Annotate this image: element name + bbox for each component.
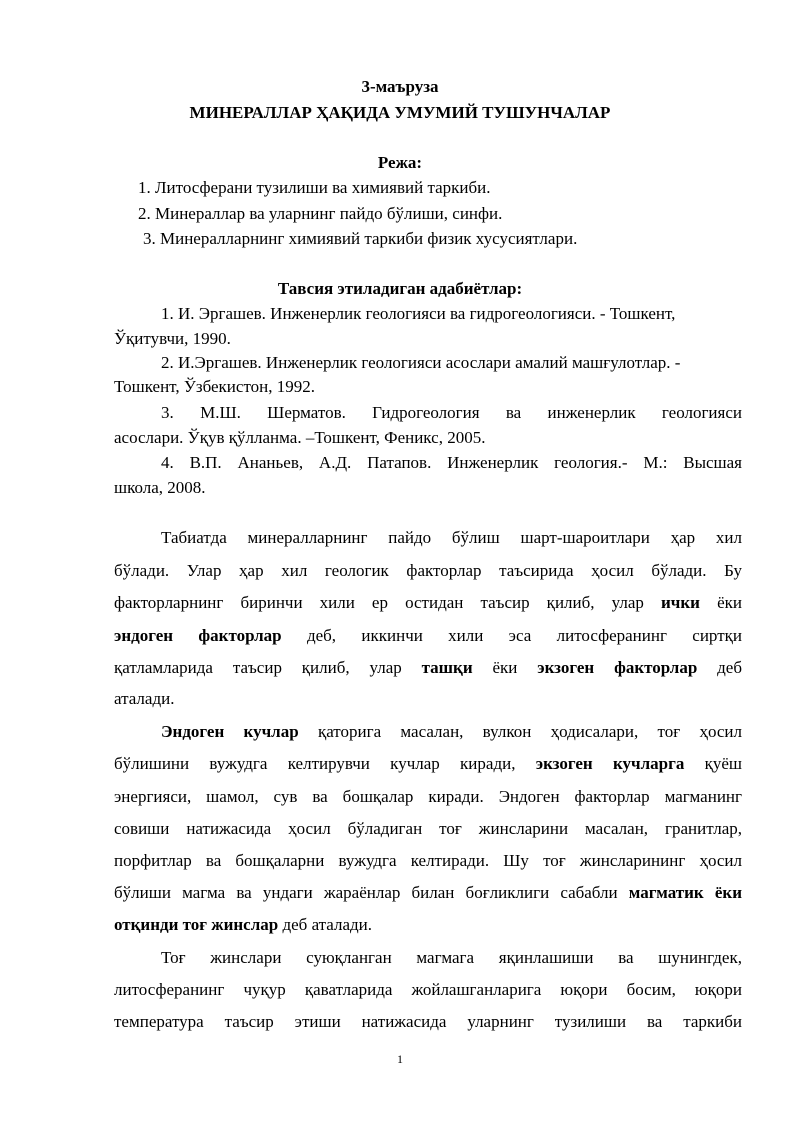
body-line: литосферанинг чуқур қаватларида жойлашганларига юқори босим, юқори [114, 980, 742, 999]
body-line: температура таъсир этиши натижасида уларнинг тузилиши ва таркиби [114, 1012, 742, 1031]
body-line: Табиатда минералларнинг пайдо бўлиш шарт-шароитлари ҳар хил [161, 528, 742, 547]
literature-line: школа, 2008. [114, 478, 206, 497]
literature-heading: Тавсия этиладиган адабиётлар: [277, 279, 523, 298]
page-number: 1 [397, 1052, 403, 1066]
literature-line: Тошкент, Ўзбекистон, 1992. [114, 377, 316, 396]
body-line: Эндоген кучлар қаторига масалан, вулкон ҳодисалари, тоғ ҳосил [161, 722, 742, 741]
page-title: МИНЕРАЛЛАР ҲАҚИДА УМУМИЙ ТУШУНЧАЛАР [189, 103, 611, 122]
plan-item: 1. Литосферани тузилиши ва химиявий таркиби. [138, 178, 491, 197]
plan-item: 2. Минераллар ва уларнинг пайдо бўлиши, синфи. [138, 204, 503, 223]
plan-heading: Режа: [377, 153, 423, 172]
literature-line: 2. И.Эргашев. Инженерлик геологияси асослари амалий машғулотлар. - [161, 353, 681, 372]
body-line: аталади. [114, 689, 175, 708]
body-line: совиши натижасида ҳосил бўладиган тоғ жинсларини масалан, гранитлар, [114, 819, 742, 838]
body-line: порфитлар ва бошқаларни вужудга келтиради. Шу тоғ жинсларининг ҳосил [114, 851, 742, 870]
literature-line: 3. М.Ш. Шерматов. Гидрогеология ва инженерлик геологияси [161, 403, 742, 422]
body-line: факторларнинг биринчи хили ер остидан таъсир қилиб, улар ички ёки [114, 593, 742, 612]
body-line: энергияси, шамол, сув ва бошқалар киради. Эндоген факторлар магманинг [114, 787, 742, 806]
lecture-number: 3-маъруза [361, 77, 439, 96]
body-line: бўлиши магма ва ундаги жараёнлар билан боғликлиги сабабли магматик ёки [114, 883, 742, 902]
body-line: қатламларида таъсир қилиб, улар ташқи ёки экзоген факторлар деб [114, 658, 742, 677]
literature-line: Ўқитувчи, 1990. [114, 329, 231, 348]
plan-item: 3. Минералларнинг химиявий таркиби физик хусусиятлари. [143, 229, 578, 248]
body-line: эндоген факторлар деб, иккинчи хили эса литосферанинг сиртқи [114, 626, 742, 645]
literature-line: асослари. Ўқув қўлланма. –Тошкент, Феникс, 2005. [114, 428, 486, 447]
body-line: Тоғ жинслари суюқланган магмага яқинлашиши ва шунингдек, [161, 948, 742, 967]
body-line: бўлади. Улар ҳар хил геологик факторлар таъсирида ҳосил бўлади. Бу [114, 561, 742, 580]
body-line: отқинди тоғ жинслар деб аталади. [114, 915, 373, 934]
literature-line: 1. И. Эргашев. Инженерлик геологияси ва гидрогеологияси. - Тошкент, [161, 304, 676, 323]
literature-line: 4. В.П. Ананьев, А.Д. Патапов. Инженерлик геология.- М.: Высшая [161, 453, 742, 472]
body-line: бўлишини вужудга келтирувчи кучлар киради, экзоген кучларга қуёш [114, 754, 742, 773]
